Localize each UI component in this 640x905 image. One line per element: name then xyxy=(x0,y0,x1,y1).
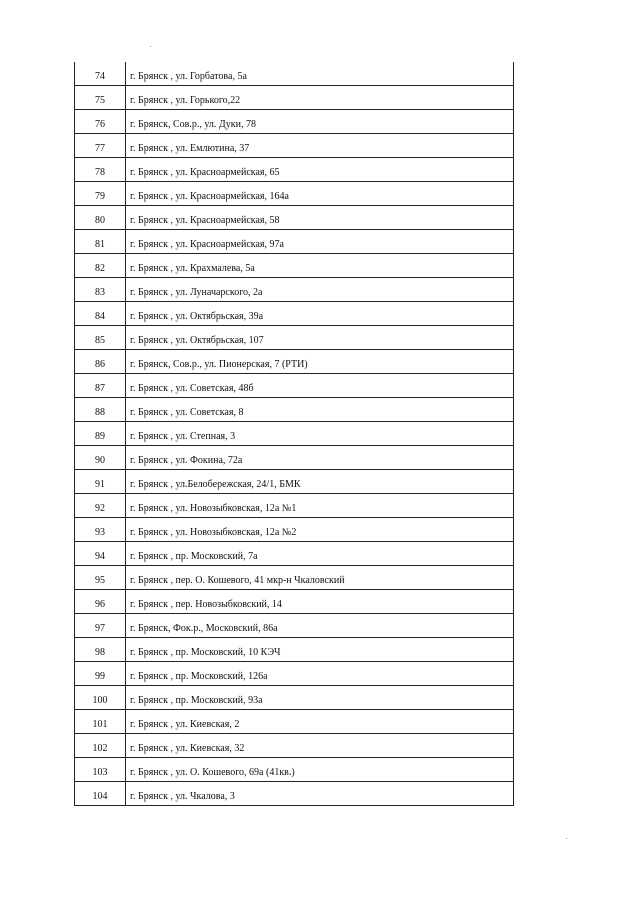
table-row xyxy=(75,182,514,206)
table-row xyxy=(75,302,514,326)
row-address: г. Брянск, Сов.р., ул. Пионерская, 7 (РТИ) xyxy=(126,350,514,374)
row-number: 94 xyxy=(75,542,126,566)
table-row xyxy=(75,326,514,350)
row-address: г. Брянск , пр. Московский, 126а xyxy=(126,662,514,686)
row-number: 78 xyxy=(75,158,126,182)
table-row xyxy=(75,662,514,686)
row-number: 80 xyxy=(75,206,126,230)
table-row xyxy=(75,782,514,806)
table-row xyxy=(75,710,514,734)
row-number: 95 xyxy=(75,566,126,590)
table-row xyxy=(75,278,514,302)
row-address: г. Брянск , ул. Красноармейская, 65 xyxy=(126,158,514,182)
scan-speck xyxy=(150,46,151,47)
table-row xyxy=(75,62,514,86)
row-address: г. Брянск , ул. Емлютина, 37 xyxy=(126,134,514,158)
row-number: 81 xyxy=(75,230,126,254)
row-address: г. Брянск , ул. Киевская, 32 xyxy=(126,734,514,758)
row-number: 76 xyxy=(75,110,126,134)
row-address: г. Брянск , пер. О. Кошевого, 41 мкр-н Чкаловский xyxy=(126,566,514,590)
address-table xyxy=(74,62,514,806)
row-number: 85 xyxy=(75,326,126,350)
row-number: 89 xyxy=(75,422,126,446)
row-number: 98 xyxy=(75,638,126,662)
table-row xyxy=(75,638,514,662)
row-number: 102 xyxy=(75,734,126,758)
row-number: 99 xyxy=(75,662,126,686)
table-row xyxy=(75,614,514,638)
scan-speck xyxy=(566,838,567,839)
table-row xyxy=(75,350,514,374)
row-address: г. Брянск , ул. Красноармейская, 97а xyxy=(126,230,514,254)
row-number: 87 xyxy=(75,374,126,398)
row-number: 86 xyxy=(75,350,126,374)
row-address: г. Брянск , ул. Горького,22 xyxy=(126,86,514,110)
row-number: 90 xyxy=(75,446,126,470)
row-address: г. Брянск , ул. О. Кошевого, 69а (41кв.) xyxy=(126,758,514,782)
row-number: 91 xyxy=(75,470,126,494)
table-row xyxy=(75,494,514,518)
row-address: г. Брянск , ул.Белобережская, 24/1, БМК xyxy=(126,470,514,494)
row-address: г. Брянск , пер. Новозыбковский, 14 xyxy=(126,590,514,614)
table-row xyxy=(75,590,514,614)
row-address: г. Брянск , пр. Московский, 10 КЭЧ xyxy=(126,638,514,662)
row-number: 82 xyxy=(75,254,126,278)
row-address: г. Брянск , ул. Красноармейская, 164а xyxy=(126,182,514,206)
table-row xyxy=(75,86,514,110)
row-address: г. Брянск , ул. Октябрьская, 107 xyxy=(126,326,514,350)
row-number: 84 xyxy=(75,302,126,326)
row-address: г. Брянск , ул. Крахмалева, 5а xyxy=(126,254,514,278)
row-number: 77 xyxy=(75,134,126,158)
row-address: г. Брянск , пр. Московский, 7а xyxy=(126,542,514,566)
row-number: 88 xyxy=(75,398,126,422)
row-number: 93 xyxy=(75,518,126,542)
row-number: 101 xyxy=(75,710,126,734)
table-row xyxy=(75,158,514,182)
row-number: 75 xyxy=(75,86,126,110)
table-row xyxy=(75,206,514,230)
table-row xyxy=(75,110,514,134)
table-row xyxy=(75,398,514,422)
row-address: г. Брянск , ул. Степная, 3 xyxy=(126,422,514,446)
table-row xyxy=(75,734,514,758)
row-address: г. Брянск , ул. Горбатова, 5а xyxy=(126,62,514,86)
row-number: 104 xyxy=(75,782,126,806)
row-number: 96 xyxy=(75,590,126,614)
row-address: г. Брянск , ул. Советская, 8 xyxy=(126,398,514,422)
row-number: 100 xyxy=(75,686,126,710)
row-address: г. Брянск , ул. Луначарского, 2а xyxy=(126,278,514,302)
row-address: г. Брянск , ул. Чкалова, 3 xyxy=(126,782,514,806)
row-address: г. Брянск, Сов.р., ул. Дуки, 78 xyxy=(126,110,514,134)
row-address: г. Брянск , ул. Советская, 48б xyxy=(126,374,514,398)
address-table-body xyxy=(75,62,514,806)
table-row xyxy=(75,566,514,590)
row-address: г. Брянск , ул. Киевская, 2 xyxy=(126,710,514,734)
row-address: г. Брянск, Фок.р., Московский, 86а xyxy=(126,614,514,638)
row-number: 97 xyxy=(75,614,126,638)
table-row xyxy=(75,758,514,782)
table-row xyxy=(75,446,514,470)
table-row xyxy=(75,254,514,278)
table-row xyxy=(75,134,514,158)
table-row xyxy=(75,422,514,446)
table-row xyxy=(75,374,514,398)
table-row xyxy=(75,686,514,710)
row-number: 79 xyxy=(75,182,126,206)
row-address: г. Брянск , ул. Красноармейская, 58 xyxy=(126,206,514,230)
table-row xyxy=(75,470,514,494)
row-address: г. Брянск , пр. Московский, 93а xyxy=(126,686,514,710)
row-number: 83 xyxy=(75,278,126,302)
row-address: г. Брянск , ул. Фокина, 72а xyxy=(126,446,514,470)
row-number: 92 xyxy=(75,494,126,518)
row-address: г. Брянск , ул. Октябрьская, 39а xyxy=(126,302,514,326)
row-address: г. Брянск , ул. Новозыбковская, 12а №1 xyxy=(126,494,514,518)
table-row xyxy=(75,230,514,254)
row-number: 103 xyxy=(75,758,126,782)
table-row xyxy=(75,542,514,566)
row-number: 74 xyxy=(75,62,126,86)
table-row xyxy=(75,518,514,542)
row-address: г. Брянск , ул. Новозыбковская, 12а №2 xyxy=(126,518,514,542)
